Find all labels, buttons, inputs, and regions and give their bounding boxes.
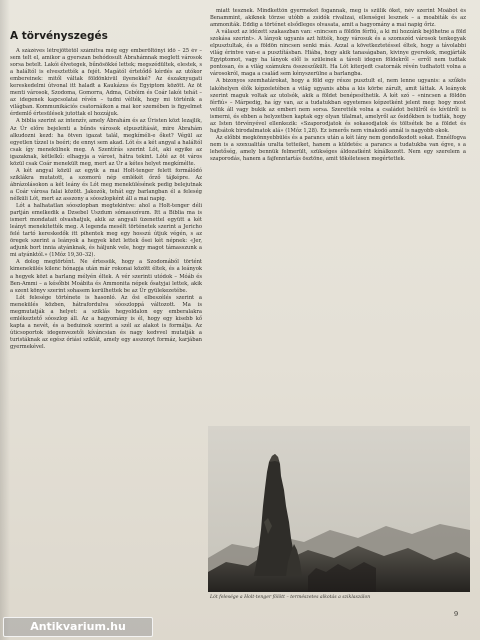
left-text-column bbox=[10, 48, 202, 614]
paragraph: A százéves létrejöttétől számítva még egy emberöltőnyi idő – 25 év – sem telt el, amikor a gyerszan behódosult Ábrahámnak meglett városok sorsa betelt. Lakói élvetegek, bűnösökké lettek; megszédültek, elestek, s a haláltól is elvesztették a fejét. Magától értetődő kérdés az utókor embereinek: mitől váltak földönkivül ilyenekké? Az északnyugati kereskedelmi útvonal itt haladt a Kaukázus és Egyiptom között. Az öt menti városok, Szodoma, Gomorra, Adma, Cebóim és Coár lakói tehát – az idegenek kapcsolatai révén – tudni vélték, hogy mi történik a világban. Kommunikációs csatornáikon a mai kor szemében is figyelmet érdemlő értesülések jutottak el hozzájuk. bbox=[10, 48, 202, 118]
paragraph: Lót a halhatatlan sóoszlopban megtekintve: ahol a Holt-tenger déli partján emelkedik a Dzsebel Uszdum sómasszívum. Itt a Biblia ma is ismert mondatait olvashatjuk, akik az angyali üzenettel együtt a két leányt menekítették meg. A legenda mesélt történetek szerint a Jericho felé tartó kereskedők itt pihentek meg egy hosszú útjuk végén, s az öregek szerint a leányok a hegyek közt lettek ősei két népnek: «Jer, adjunk bort innia atyánknak, és háljunk vele, hogy magot támasszunk a mi atyánktól.» (1Móz 19,30–32). bbox=[10, 203, 202, 259]
article-title: A törvényszegés bbox=[10, 30, 108, 42]
antikvarium-watermark: Antikvarium.hu bbox=[3, 617, 153, 637]
photo-illustration bbox=[208, 426, 470, 592]
paragraph: A két angyal közül az egyik a mai Holt-tenger felett formálódó sziklákra mutatott, a szomorú nép emlékét őrző tájképre. Az ábrázolásokon a két leány és Lót meg menekülésének pedig belejutnak a Coár városa falai között. Jakozók, tehát egy barlangban él a feleség nélküli Lót, mert az asszony a sóoszlopként áll a mai napig. bbox=[10, 167, 202, 202]
binding-shadow bbox=[0, 0, 10, 640]
paragraph: A dolog megtörtént. Ne értessük, hogy a Szodomából történt kimenekülés kilenc hónapja után már rokonai között éltek, és a leányok a hegyek közt a barlang mélyén éltek. A vér szerinti utódok – Móáb és Ben-Ammi – a későbbi Moábita és Ammonita népek ősatyjai lettek, akik a szent könyv szerint sohasem kerülhettek be az Úr gyülekezetébe. bbox=[10, 259, 202, 294]
paragraph: Az előbbi megkönnyebbülés és a parancs után a két lány nem gondolkodott sokat. Ennélfogva nem is a szexualitás uralta tetteiket, hanem a küldetés: a parancs a tudatukba van égve, s a lehetőség, amely bennük felmerült, szükséges áldozatként kínálkozott. Nem egy szerelem a szaporodás, hanem a fajfenntartás ösztöne, amit tökéletesen megértettek. bbox=[210, 134, 466, 162]
paragraph: A bizonyos szemhatárokat, hogy a föld egy része pusztult el, nem lenne ugyanis: a szűkös lakóhelyen élők képzeletében a világ ugyanis abba a kis körbe zárult, amit láttak. A leányok szerint maguk voltak az utolsók, akik a földet benépesíthetik. A két szó – «nincsen a földön férfiú» – Márpedig, ha így van, az a tudatukban egyetemes képzetként jelent meg: hogy most velük áll vagy bukik az emberi nem sorsa. Szerették volna a családot belülről és kívülről is ismerni, és ebben a helyzetben kaptak egy olyan tilalmat, amelyről az ősidőkben is tudták, hogy az Isten törvényével ellenkezik: «Szaporodjatok és sokasodjatok és töltsétek be a földet és hajtsátok birodalmatok alá» (1Móz 1,28). Ez ismerős nem vinakodó annál is nagyobb okok. bbox=[210, 78, 466, 134]
paragraph: miatt tesznek. Mindkettőn gyermeket fogannak, meg is szülik őket, név szerint Moábot és Benammint, akiknek törzse utóbb a zsidók rivalizai, ellenségei lesznek – a moabiták és az ammoniták. Eddig a történet elsődleges olvasata, amit a hagyomány a mai napig őriz. bbox=[210, 8, 466, 29]
paragraph: Lót felesége története is hasonló. Az ősi elbeszélés szerint a menekülés közben, hátrafordulva sóoszloppá változott. Ma is megmutatják a helyet: a sziklás hegyoldalon egy emberalakra emlékeztető sóoszlop áll. Az a hagyomány is él, hogy egy kisebb kő kapta a nevét, és a beduinok szerint a szél az alakot is formálja. Az úticsoportok idegenvezetői kíváncsian és nagy kedvvel mutatják a turistáknak az egész óriási sziklát, amely egy asszonyt formáz, karjában gyermekével. bbox=[10, 294, 202, 350]
page-number: 9 bbox=[454, 610, 459, 618]
paragraph: A biblia szerint az intenzív, amely Ábrahám és az Úristen közt lezajlik, Az Úr előre bejelenti a bűnös városok elpusztítását, mire Ábrahám alkudozni kezd: ha ötven igazat talál, megkíméli-e őket? Végül az egyetlen tízzel is beéri; de ennyi sem akad. Lót és a két angyal a haláltól csak így menekülnek meg. A Szentírás szerint Lót, aki egyike az igazaknak, kétlelkű: elhagyja a várost, hátra tekint. Lóté az öt város közül csak Coár menekült meg, mert az Úr a kétes helyet megkímélte. bbox=[10, 118, 202, 167]
photo-caption: Lót felesége a Holt-tenger fölött – természetes alkotás a sziklaszálon bbox=[210, 595, 371, 600]
right-text-column bbox=[210, 8, 466, 420]
rock-pillar-photo bbox=[208, 426, 470, 592]
paragraph: A választ az idézett szakaszban van: «nincsen a földön férfiú, a ki mi hozzánk bejöhetne a föld szokása szerint». A lányok ugyanis azt hitték, hogy városuk és a szomszéd városok tenkegyak elpusztultak, és a földön nincsen senki más. Azzal a következtetéssel éltek, hogy a távolabbi világ érintve van-e a pusztításban. Hiába, hogy akik tanaságaban, kivinye gyerekek, megjárták Egyiptomot, vagy ha lányok elől is szüleinek a távoli idegen földekről – erről nem tudtak pontosan, és a világ számukra összeszűkült. Ha Lót kiterjedt csatornák révén tudhatott volna a városokról, maga a család sem kényszerülne a barlangba. bbox=[210, 29, 466, 78]
